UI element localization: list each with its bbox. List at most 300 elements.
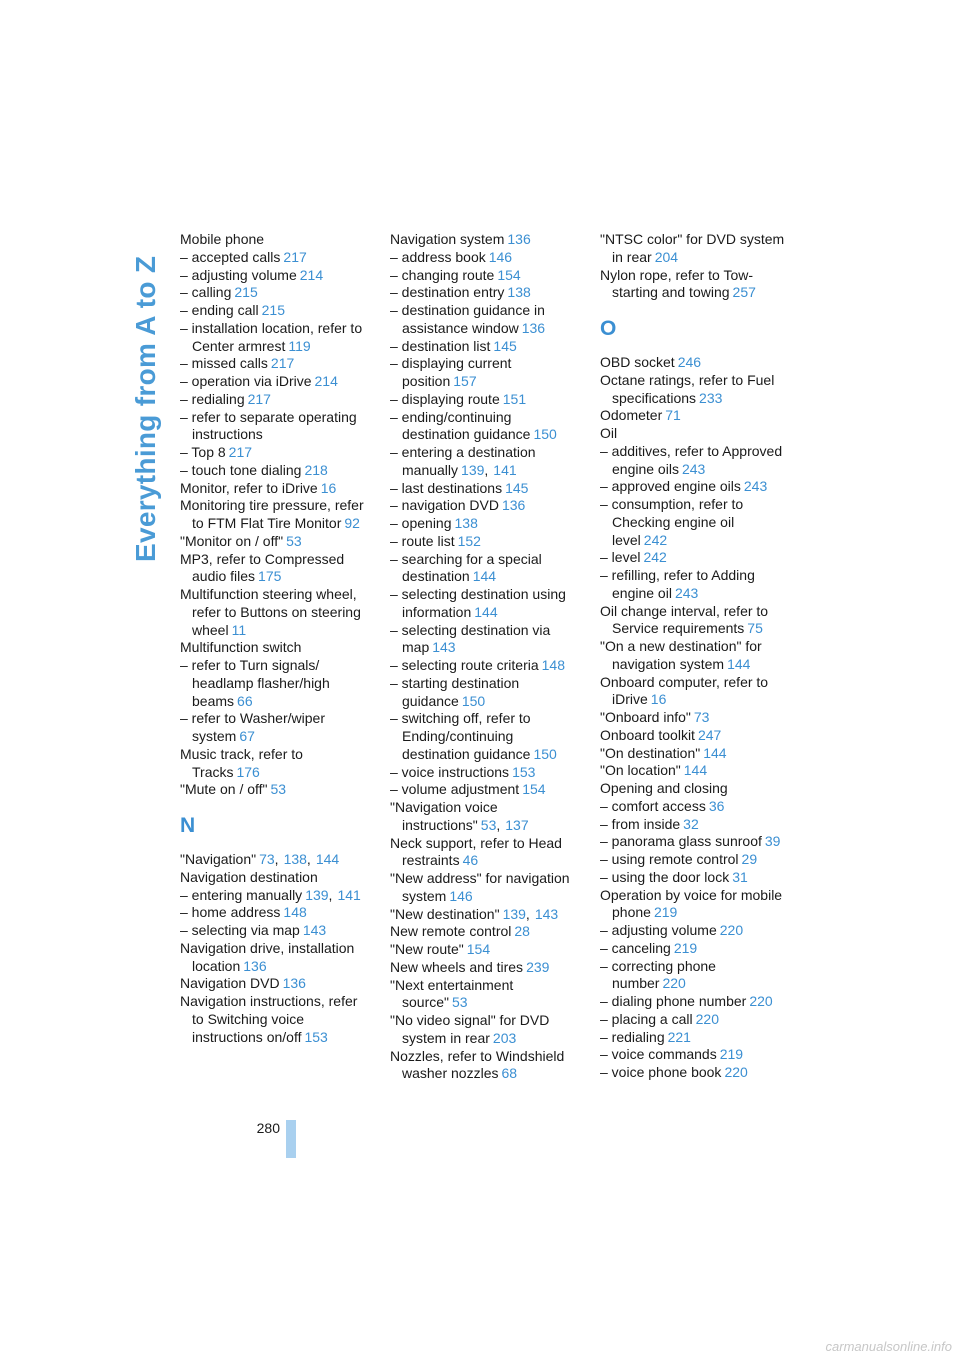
index-entry-text: Opening and closing bbox=[600, 780, 728, 796]
index-entry-text: – switching off, refer to Ending/continuing destination guidance bbox=[390, 710, 531, 762]
page-reference-link[interactable]: 219 bbox=[673, 939, 698, 956]
index-entry-text: – navigation DVD bbox=[390, 497, 499, 514]
page-reference-link[interactable]: 243 bbox=[674, 584, 699, 601]
index-entry-text: "No video signal" for DVD system in rear bbox=[390, 1012, 550, 1046]
index-entry-text: New wheels and tires bbox=[390, 958, 524, 975]
index-entry bbox=[600, 549, 792, 567]
page-reference-link[interactable]: 220 bbox=[749, 993, 773, 1009]
page-reference-link[interactable]: 39 bbox=[764, 833, 781, 850]
index-entry-text: Nylon rope, refer to Tow-starting and towing bbox=[600, 266, 754, 301]
index-entry bbox=[180, 851, 372, 869]
index-entry bbox=[180, 551, 372, 587]
index-entry-text: Music track, refer to Tracks bbox=[180, 745, 303, 780]
index-entry bbox=[180, 710, 372, 746]
page-reference-link[interactable]: 242 bbox=[643, 531, 668, 548]
page-reference-link[interactable]: 215 bbox=[234, 284, 258, 301]
page-reference-link[interactable]: 119 bbox=[288, 337, 311, 354]
index-entry-text: Nozzles, refer to Windshield washer nozzles bbox=[390, 1047, 565, 1082]
index-entry-text: – entering a destination manually bbox=[390, 444, 536, 478]
page-reference-link[interactable]: 16 bbox=[650, 691, 667, 708]
index-entry-text: Monitor, refer to iDrive bbox=[180, 479, 318, 496]
index-entry-text: "Monitor on / off" bbox=[180, 532, 284, 549]
index-entry-text: – volume adjustment bbox=[390, 781, 520, 798]
page-reference-link[interactable]: 148 bbox=[283, 904, 307, 921]
index-entry-text: "Onboard info" bbox=[600, 709, 691, 725]
page-reference-link[interactable]: 152 bbox=[457, 532, 481, 549]
index-entry-text: Onboard computer, refer to iDrive bbox=[600, 673, 769, 708]
index-entry-text: – operation via iDrive bbox=[180, 373, 312, 389]
index-entry bbox=[600, 638, 792, 674]
index-entry bbox=[600, 922, 792, 940]
page-reference-link[interactable]: 143 bbox=[432, 639, 456, 656]
page-reference-link[interactable]: 136 bbox=[243, 957, 267, 974]
index-entry-text: – searching for a special destination bbox=[390, 550, 542, 585]
index-entry-text: Odometer bbox=[600, 407, 663, 424]
page-reference-link[interactable]: 53 bbox=[452, 994, 468, 1011]
page-reference-link[interactable]: 146 bbox=[449, 887, 473, 904]
index-entry bbox=[180, 533, 372, 551]
index-entry bbox=[600, 958, 792, 994]
page-reference-link[interactable]: 145 bbox=[505, 479, 529, 496]
page-ref-separator: , bbox=[274, 851, 279, 867]
page-reference-link[interactable]: 144 bbox=[472, 568, 497, 585]
index-entry-text: OBD socket bbox=[600, 354, 675, 370]
index-entry-text: – calling bbox=[180, 284, 232, 301]
page-reference-link[interactable]: 16 bbox=[320, 479, 337, 496]
index-entry bbox=[600, 354, 792, 372]
index-entry-text: – destination list bbox=[390, 337, 491, 354]
index-entry bbox=[390, 267, 582, 285]
index-entry-text: Mobile phone bbox=[180, 231, 265, 247]
page-ref-separator: , bbox=[525, 905, 530, 922]
index-entry bbox=[600, 780, 792, 798]
index-entry-text: – displaying current position bbox=[390, 355, 512, 389]
page-reference-link[interactable]: 146 bbox=[488, 248, 513, 265]
index-entry bbox=[600, 887, 792, 923]
index-entry-text: – refilling, refer to Adding engine oil bbox=[600, 567, 755, 601]
index-entry-text: Multifunction switch bbox=[180, 639, 302, 656]
index-entry bbox=[180, 497, 372, 533]
index-entry-text: – destination guidance in assistance window bbox=[390, 302, 545, 336]
index-entry bbox=[180, 444, 372, 462]
index-entry-text: – using the door lock bbox=[600, 868, 730, 885]
page-reference-link[interactable]: 139 bbox=[502, 905, 526, 922]
index-entry bbox=[180, 746, 372, 782]
index-entry bbox=[390, 355, 582, 391]
page-reference-link[interactable]: 203 bbox=[492, 1029, 517, 1046]
index-column-2 bbox=[390, 231, 582, 1083]
index-entry bbox=[600, 425, 792, 443]
page-reference-link[interactable]: 67 bbox=[239, 728, 255, 744]
index-entry bbox=[600, 231, 792, 267]
page-reference-link[interactable]: 214 bbox=[299, 266, 324, 283]
index-entry bbox=[180, 869, 372, 887]
page-reference-link[interactable]: 220 bbox=[719, 922, 744, 938]
side-section-title: Everything from A to Z bbox=[130, 255, 161, 562]
index-entry-text: "NTSC color" for DVD system in rear bbox=[600, 231, 785, 265]
index-column-1 bbox=[180, 231, 372, 1046]
page-reference-link[interactable]: 66 bbox=[237, 692, 253, 709]
index-entry-text: – address book bbox=[390, 248, 486, 265]
page-reference-link[interactable]: 154 bbox=[466, 941, 491, 957]
page-reference-link[interactable]: 204 bbox=[654, 248, 679, 265]
index-entry bbox=[600, 869, 792, 887]
page-reference-link[interactable]: 136 bbox=[282, 975, 306, 992]
index-entry bbox=[600, 798, 792, 816]
index-entry bbox=[390, 959, 582, 977]
page-reference-link[interactable]: 220 bbox=[695, 1010, 719, 1027]
index-entry-text: – ending call bbox=[180, 302, 259, 318]
index-entry-text: – from inside bbox=[600, 815, 681, 832]
index-entry bbox=[600, 816, 792, 834]
page-reference-link[interactable]: 150 bbox=[533, 745, 557, 762]
page-reference-link[interactable]: 217 bbox=[283, 248, 307, 265]
page-reference-link[interactable]: 220 bbox=[662, 975, 686, 992]
index-entry-text: – selecting route criteria bbox=[390, 657, 539, 673]
index-entry-text: Navigation instructions, refer to Switching voice instructions on/off bbox=[180, 993, 358, 1045]
page-ref-separator: , bbox=[306, 851, 311, 867]
page-reference-link[interactable]: 32 bbox=[683, 815, 699, 832]
index-entry bbox=[600, 674, 792, 710]
index-entry-text: – home address bbox=[180, 904, 281, 921]
page-number: 280 bbox=[256, 1120, 280, 1136]
index-entry-text: – displaying route bbox=[390, 390, 500, 407]
index-entry-text: – consumption, refer to Checking engine oil level bbox=[600, 496, 744, 548]
index-entry-text: – installation location, refer to Center armrest bbox=[180, 319, 363, 354]
page-reference-link[interactable]: 138 bbox=[507, 284, 531, 301]
index-entry bbox=[390, 586, 582, 622]
index-entry bbox=[390, 533, 582, 551]
page-reference-link[interactable]: 150 bbox=[533, 426, 557, 443]
index-entry-text: – touch tone dialing bbox=[180, 461, 302, 478]
index-entry bbox=[180, 940, 372, 976]
index-entry bbox=[180, 462, 372, 480]
index-entry bbox=[180, 586, 372, 639]
index-entry bbox=[180, 922, 372, 940]
index-entry-text: "On a new destination" for navigation system bbox=[600, 638, 762, 672]
index-entry-text: Octane ratings, refer to Fuel specifications bbox=[600, 371, 775, 406]
index-entry-text: Oil change interval, refer to Service requirements bbox=[600, 602, 769, 637]
page-reference-link[interactable]: 138 bbox=[283, 851, 307, 867]
index-entry bbox=[180, 480, 372, 498]
index-entry bbox=[180, 231, 372, 249]
index-entry bbox=[600, 407, 792, 425]
index-entry bbox=[390, 675, 582, 711]
index-entry-text: Navigation destination bbox=[180, 868, 318, 885]
index-entry-text: Monitoring tire pressure, refer to FTM Flat Tire Monitor bbox=[180, 497, 364, 531]
index-entry bbox=[390, 249, 582, 267]
index-entry bbox=[180, 781, 372, 799]
page-reference-link[interactable]: 157 bbox=[453, 373, 477, 389]
index-entry-text: "Next entertainment source" bbox=[390, 976, 514, 1011]
index-entry-text: – voice commands bbox=[600, 1046, 717, 1063]
page-reference-link[interactable]: 11 bbox=[231, 621, 247, 638]
index-entry-text: Navigation system bbox=[390, 231, 505, 247]
index-entry-text: "Navigation" bbox=[180, 851, 257, 867]
page-reference-link[interactable]: 143 bbox=[302, 922, 327, 938]
index-entry bbox=[390, 622, 582, 658]
index-entry bbox=[390, 409, 582, 445]
index-entry bbox=[600, 1046, 792, 1064]
index-entry-text: – route list bbox=[390, 532, 455, 549]
page-reference-link[interactable]: 219 bbox=[653, 904, 678, 921]
page-reference-link[interactable]: 218 bbox=[304, 461, 328, 478]
index-entry bbox=[390, 870, 582, 906]
index-column-3 bbox=[600, 231, 792, 1082]
page-reference-link[interactable]: 154 bbox=[522, 781, 546, 798]
page-reference-link[interactable]: 36 bbox=[708, 797, 725, 814]
index-entry bbox=[390, 444, 582, 480]
page-reference-link[interactable]: 29 bbox=[741, 851, 758, 867]
index-entry bbox=[180, 320, 372, 356]
page-reference-link[interactable]: 215 bbox=[261, 302, 285, 318]
index-entry-text: "New route" bbox=[390, 941, 464, 957]
index-entry-text: MP3, refer to Compressed audio files bbox=[180, 550, 345, 585]
index-entry bbox=[180, 409, 372, 445]
page-reference-link[interactable]: 243 bbox=[681, 460, 706, 477]
index-entry-text: – voice phone book bbox=[600, 1064, 722, 1080]
index-entry-text: – changing route bbox=[390, 266, 495, 283]
index-entry-text: – ending/continuing destination guidance bbox=[390, 408, 531, 443]
index-entry bbox=[180, 249, 372, 267]
index-entry-text: – destination entry bbox=[390, 284, 505, 301]
page-reference-link[interactable]: 46 bbox=[462, 852, 479, 869]
index-entry bbox=[390, 515, 582, 533]
index-entry-text: New remote control bbox=[390, 923, 512, 940]
index-entry-text: "On location" bbox=[600, 762, 681, 779]
page-reference-link[interactable]: 153 bbox=[304, 1028, 328, 1045]
index-entry bbox=[600, 1011, 792, 1029]
index-entry bbox=[600, 762, 792, 780]
index-entry bbox=[180, 355, 372, 373]
page-reference-link[interactable]: 176 bbox=[236, 763, 260, 780]
index-entry bbox=[600, 443, 792, 479]
page-reference-link[interactable]: 150 bbox=[461, 692, 486, 709]
index-entry-text: – selecting via map bbox=[180, 922, 300, 938]
index-entry-text: – adjusting volume bbox=[180, 266, 297, 283]
page-reference-link[interactable]: 141 bbox=[337, 886, 361, 903]
page-reference-link[interactable]: 242 bbox=[643, 549, 667, 566]
index-entry bbox=[600, 567, 792, 603]
index-entry bbox=[180, 904, 372, 922]
page-reference-link[interactable]: 136 bbox=[521, 319, 546, 336]
page-reference-link[interactable]: 53 bbox=[270, 781, 287, 798]
page-reference-link[interactable]: 239 bbox=[526, 958, 550, 975]
index-entry-text: "On destination" bbox=[600, 744, 701, 761]
index-entry bbox=[600, 745, 792, 763]
page-reference-link[interactable]: 233 bbox=[699, 389, 723, 406]
index-entry bbox=[390, 835, 582, 871]
index-entry bbox=[390, 710, 582, 763]
page-reference-link[interactable]: 219 bbox=[719, 1046, 744, 1063]
page-reference-link[interactable]: 71 bbox=[665, 407, 681, 424]
index-entry bbox=[390, 284, 582, 302]
index-entry bbox=[390, 906, 582, 924]
index-entry-text: – last destinations bbox=[390, 479, 503, 496]
page-reference-link[interactable]: 68 bbox=[501, 1065, 518, 1082]
index-entry-text: Onboard toolkit bbox=[600, 726, 695, 743]
page-reference-link[interactable]: 53 bbox=[286, 532, 302, 549]
page-reference-link[interactable]: 53 bbox=[480, 816, 497, 833]
index-entry-text: – refer to Turn signals/ headlamp flasher/high beams bbox=[180, 657, 330, 709]
index-entry bbox=[600, 603, 792, 639]
index-entry bbox=[390, 977, 582, 1013]
letter-heading: O bbox=[600, 317, 617, 340]
index-entry-text: – comfort access bbox=[600, 797, 706, 814]
page-reference-link[interactable]: 217 bbox=[270, 355, 295, 372]
index-entry bbox=[390, 1012, 582, 1048]
index-entry bbox=[180, 993, 372, 1046]
index-entry-text: – redialing bbox=[600, 1028, 665, 1045]
index-entry-text: – placing a call bbox=[600, 1010, 693, 1027]
page-reference-link[interactable]: 75 bbox=[747, 620, 763, 637]
index-entry-text: – panorama glass sunroof bbox=[600, 833, 762, 850]
index-entry bbox=[390, 764, 582, 782]
page-reference-link[interactable]: 73 bbox=[693, 709, 710, 725]
page-reference-link[interactable]: 144 bbox=[727, 655, 751, 672]
page-reference-link[interactable]: 148 bbox=[541, 657, 565, 673]
index-entry bbox=[390, 923, 582, 941]
index-entry bbox=[600, 496, 792, 549]
page-number-bar bbox=[286, 1120, 296, 1158]
index-entry-text: – canceling bbox=[600, 939, 671, 956]
index-entry bbox=[390, 302, 582, 338]
index-entry bbox=[600, 267, 792, 303]
index-entry-text: "New destination" bbox=[390, 905, 500, 922]
page-reference-link[interactable]: 144 bbox=[683, 762, 708, 779]
page-reference-link[interactable]: 139 bbox=[305, 886, 329, 903]
index-entry-text: – using remote control bbox=[600, 851, 739, 867]
page-reference-link[interactable]: 137 bbox=[505, 816, 529, 833]
index-entry bbox=[600, 727, 792, 745]
index-entry bbox=[600, 993, 792, 1011]
page-reference-link[interactable]: 247 bbox=[697, 726, 722, 743]
index-entry-text: Operation by voice for mobile phone bbox=[600, 886, 783, 921]
page-reference-link[interactable]: 143 bbox=[534, 905, 559, 922]
page-reference-link[interactable]: 153 bbox=[512, 763, 536, 780]
page-reference-link[interactable]: 73 bbox=[259, 851, 275, 867]
index-entry-text: – starting destination guidance bbox=[390, 674, 520, 709]
page-reference-link[interactable]: 144 bbox=[703, 744, 727, 761]
index-entry bbox=[390, 391, 582, 409]
index-entry-text: – refer to separate operating instructions bbox=[180, 408, 357, 443]
index-entry bbox=[180, 975, 372, 993]
index-entry-text: – additives, refer to Approved engine oils bbox=[600, 442, 783, 477]
index-entry-text: – opening bbox=[390, 515, 452, 531]
index-entry-text: – missed calls bbox=[180, 355, 268, 372]
page-reference-link[interactable]: 221 bbox=[667, 1028, 691, 1045]
page-reference-link[interactable]: 246 bbox=[677, 354, 702, 370]
index-entry-text: – selecting destination using information bbox=[390, 586, 566, 620]
index-entry-text: Neck support, refer to Head restraints bbox=[390, 834, 562, 869]
index-entry-text: – Top 8 bbox=[180, 444, 226, 460]
index-entry bbox=[600, 709, 792, 727]
index-entry bbox=[180, 639, 372, 657]
index-entry bbox=[390, 338, 582, 356]
page-reference-link[interactable]: 141 bbox=[493, 461, 517, 478]
page-reference-link[interactable]: 175 bbox=[258, 568, 282, 585]
index-entry-text: "Navigation voice instructions" bbox=[390, 799, 498, 833]
index-entry bbox=[390, 657, 582, 675]
index-entry bbox=[600, 940, 792, 958]
index-entry-text: – redialing bbox=[180, 390, 245, 407]
index-entry bbox=[390, 231, 582, 249]
page-reference-link[interactable]: 136 bbox=[501, 497, 526, 514]
index-entry-text: – entering manually bbox=[180, 886, 303, 903]
index-entry bbox=[180, 284, 372, 302]
index-entry-text: – dialing phone number bbox=[600, 993, 747, 1009]
index-entry bbox=[600, 478, 792, 496]
index-entry bbox=[180, 302, 372, 320]
page-ref-separator: , bbox=[328, 886, 333, 903]
page-reference-link[interactable]: 144 bbox=[315, 851, 340, 867]
watermark: carmanualsonline.info bbox=[825, 1339, 952, 1354]
index-entry bbox=[180, 373, 372, 391]
index-entry-text: – approved engine oils bbox=[600, 478, 741, 495]
page-reference-link[interactable]: 139 bbox=[461, 461, 485, 478]
page-reference-link[interactable]: 154 bbox=[497, 266, 521, 283]
index-entry-text: – selecting destination via map bbox=[390, 621, 551, 656]
page-reference-link[interactable]: 217 bbox=[228, 444, 253, 460]
page-reference-link[interactable]: 243 bbox=[743, 478, 768, 495]
index-entry bbox=[600, 1029, 792, 1047]
letter-heading: N bbox=[180, 814, 196, 837]
page-ref-separator: , bbox=[484, 461, 489, 478]
index-entry-text: – correcting phone number bbox=[600, 957, 716, 992]
index-entry bbox=[180, 267, 372, 285]
index-entry-text: Oil bbox=[600, 425, 618, 441]
index-entry bbox=[390, 799, 582, 835]
index-entry-text: – accepted calls bbox=[180, 248, 281, 265]
page-reference-link[interactable]: 214 bbox=[314, 373, 338, 389]
index-entry-text: Multifunction steering wheel, refer to Buttons on steering wheel bbox=[180, 586, 361, 638]
index-entry bbox=[600, 833, 792, 851]
index-entry bbox=[390, 781, 582, 799]
index-entry bbox=[180, 887, 372, 905]
index-entry bbox=[390, 497, 582, 515]
page-ref-separator: , bbox=[496, 816, 501, 833]
index-entry-text: "New address" for navigation system bbox=[390, 870, 570, 904]
index-entry-text: – refer to Washer/wiper system bbox=[180, 710, 325, 744]
page-reference-link[interactable]: 144 bbox=[474, 603, 498, 620]
index-entry-text: Navigation DVD bbox=[180, 975, 280, 992]
index-entry-text: "Mute on / off" bbox=[180, 781, 268, 798]
page-reference-link[interactable]: 28 bbox=[514, 923, 530, 940]
index-entry-text: – adjusting volume bbox=[600, 922, 717, 938]
index-entry bbox=[600, 372, 792, 408]
page-reference-link[interactable]: 151 bbox=[502, 390, 527, 407]
index-entry bbox=[390, 1048, 582, 1084]
page-reference-link[interactable]: 257 bbox=[732, 284, 756, 301]
index-entry bbox=[390, 551, 582, 587]
index-entry bbox=[180, 391, 372, 409]
page-reference-link[interactable]: 136 bbox=[507, 231, 531, 247]
index-entry bbox=[180, 657, 372, 710]
index-entry bbox=[600, 851, 792, 869]
index-entry bbox=[390, 941, 582, 959]
page-reference-link[interactable]: 217 bbox=[247, 390, 271, 407]
page-reference-link[interactable]: 138 bbox=[454, 515, 478, 531]
index-entry bbox=[600, 1064, 792, 1082]
index-entry-text: – level bbox=[600, 549, 641, 566]
index-entry-text: – voice instructions bbox=[390, 763, 510, 780]
page-reference-link[interactable]: 31 bbox=[732, 868, 748, 885]
index-entry-text: Navigation drive, installation location bbox=[180, 939, 355, 974]
page-reference-link[interactable]: 92 bbox=[344, 515, 360, 531]
page-reference-link[interactable]: 220 bbox=[724, 1064, 748, 1080]
index-entry bbox=[390, 480, 582, 498]
page-reference-link[interactable]: 145 bbox=[493, 337, 517, 354]
